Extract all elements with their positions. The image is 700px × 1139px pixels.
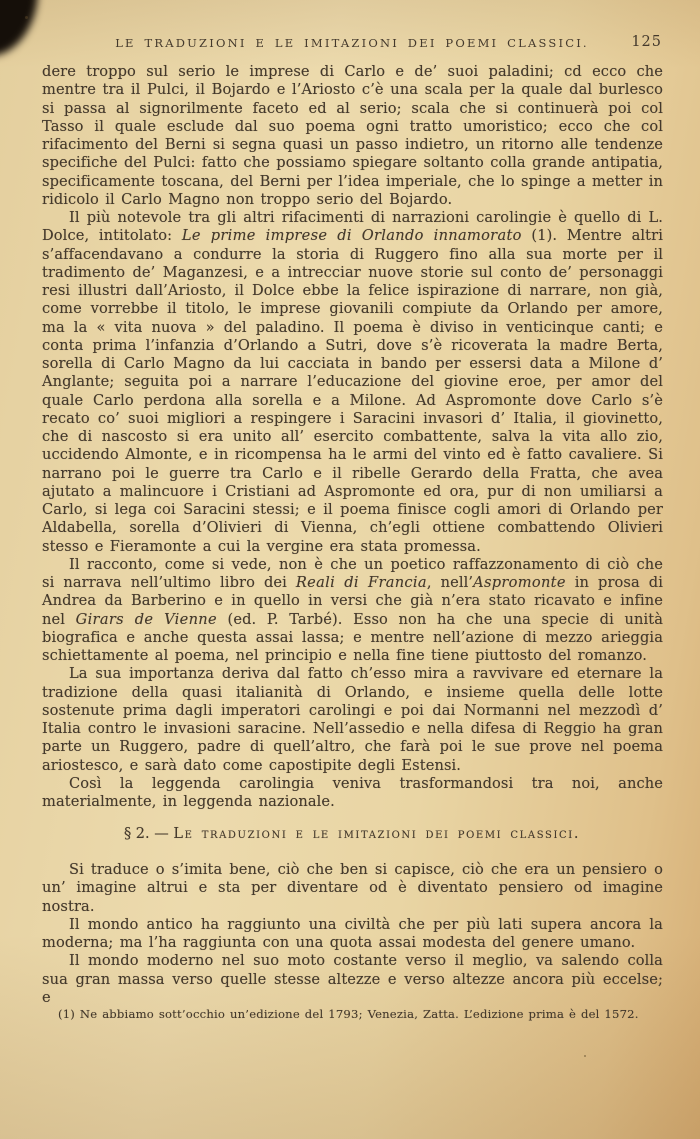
paragraph <box>42 63 663 209</box>
text-run: Così la leggenda carolingia veniva trasformandosi tra noi, anche materialmente, in leggenda nazionale. <box>42 774 663 810</box>
paragraph <box>42 861 663 916</box>
page-number: 125 <box>631 34 662 50</box>
page-corner-shadow <box>0 0 38 56</box>
footnote: (1) Ne abbiamo sott’occhio un’edizione del 1793; Venezia, Zatta. L’edizione prima è del 1572. <box>58 1007 639 1021</box>
text-run: Il più notevole tra gli altri rifacimenti di narrazioni carolingie è quello di L. Dolce, intitolato: <box>42 209 663 245</box>
italic-text: Reali di Francia <box>295 574 427 591</box>
italic-text: Le prime imprese di Orlando innamorato <box>181 227 522 245</box>
text-run: (ed. P. Tarbé). Esso non ha che una specie di unità biografica e anche questa assai lassa; e mentre nell’azione di mezzo arieggia schiettamente al poema, nel principio e nella fine tiene piuttosto del romanzo. <box>42 610 664 664</box>
paragraph <box>42 775 663 812</box>
italic-text: Aspromonte <box>473 574 566 591</box>
italic-text: Girars de Vienne <box>75 610 217 628</box>
body-text-after-heading <box>42 861 663 1007</box>
page-header <box>42 36 662 54</box>
text-run: Si traduce o s’imita bene, ciò che ben si capisce, ciò che era un pensiero o un’ imagine altrui e sta per diventare od è diventato pensiero od imagine nostra. <box>42 861 663 915</box>
paragraph <box>42 209 663 556</box>
body-text <box>42 63 663 811</box>
text-run: Il racconto, come si vede, non è che un poetico raffazzonamento di ciò che si narrava nell’ultimo libro dei <box>42 555 663 591</box>
section-title: Le traduzioni e le imitazioni dei poemi classici. <box>173 826 581 842</box>
text-run: Il mondo moderno nel suo moto costante verso il meglio, va salendo colla sua gran massa verso quelle stesse altezze e verso altezze ancora più eccelse; e <box>42 952 663 1006</box>
text-run: Il mondo antico ha raggiunto una civiltà che per più lati supera ancora la moderna; ma l’ha raggiunta con una quota assai modesta del genere umano. <box>42 915 663 951</box>
text-run: La sua importanza deriva dal fatto ch’esso mira a ravvivare ed eternare la tradizione della quasi italianità di Orlando, e insieme quella delle lotte sostenute prima dagli imperatori carolingi e poi dai Normanni nel mezzodì d’ Italia contro le invasioni saracine. Nell’assedio e nella difesa di Reggio ha gran parte un Ruggero, padre di quell’altro, che farà poi le sue prove nel poema ariostesco, e sarà dato come capostipite degli Estensi. <box>42 665 663 774</box>
text-run: in prosa di Andrea da Barberino e in quello in versi che già n’era stato ricavato e infine nel <box>42 574 663 628</box>
section-number: § 2. — <box>123 826 174 842</box>
paragraph <box>42 952 663 1007</box>
paragraph <box>42 556 663 666</box>
text-run: dere troppo sul serio le imprese di Carlo e de’ suoi paladini; cd ecco che mentre tra il Pulci, il Bojardo e l’Ariosto c’è una scala per la quale dal burlesco si passa al signorilmente faceto ed al serio; scala che si continuerà poi col Tasso il quale esclude dal suo poema ogni tratto umoristico; ecco che col rifacimento del Berni si segna quasi un passo indietro, un ritorno alle tendenze specifiche del Pulci: fatto che possiamo spiegare soltanto colla grande antipatia, specificamente toscana, del Berni per l’idea imperiale, che lo spinge a metter in ridicolo il Carlo Magno non troppo serio del Bojardo. <box>42 63 663 208</box>
paragraph <box>42 916 663 953</box>
running-title: LE TRADUZIONI E LE IMITAZIONI DEI POEMI CLASSICI. <box>115 36 589 50</box>
section-heading <box>42 826 662 842</box>
paragraph <box>42 665 663 775</box>
text-run: (1). Mentre altri s’affacendavano a condurre la storia di Ruggero fino alla sua morte per il tradimento de’ Maganzesi, e a intrecciar nuove storie sul conto de’ personaggi resi illustri dall’Ariosto, il Dolce ebbe la felice ispirazione di narrare, non già, come vorrebbe il titolo, le imprese giovanili compiute da Orlando per amore, ma la « vita nuova » del paladino. Il poema è diviso in venticinque canti; e conta prima l’infanzia d’Orlando a Sutri, dove s’è ricoverata la madre Berta, sorella di Carlo Magno da lui cacciata in bando per essersi data a Milone d’ Anglante; seguita poi a narrare l’educazione del giovine eroe, per amor del quale Carlo perdona alla sorella e a Milone. Ad Aspromonte dove Carlo s’è recato co’ suoi migliori a respingere i Saracini invasori d’ Italia, il giovinetto, che di nascosto si era unito all’ esercito combattente, salva la vita allo zio, uccidendo Almonte, e in ricompensa ha le armi del vinto ed è fatto cavaliere. Si narrano poi le guerre tra Carlo e il ribelle Gerardo della Fratta, che avea ajutato a malincuore i Cristiani ad Aspromonte ed ora, pur di non umiliarsi a Carlo, si lega coi Saracini stessi; e il poema finisce cogli amori di Orlando per Aldabella, sorella d’Olivieri di Vienna, ch’egli ottiene combattendo Olivieri stesso e Fieramonte a cui la vergine era stata promessa. <box>42 227 663 555</box>
text-run: , nell’ <box>426 574 474 591</box>
paper-speck <box>584 1055 586 1057</box>
paper-speck <box>25 16 28 19</box>
